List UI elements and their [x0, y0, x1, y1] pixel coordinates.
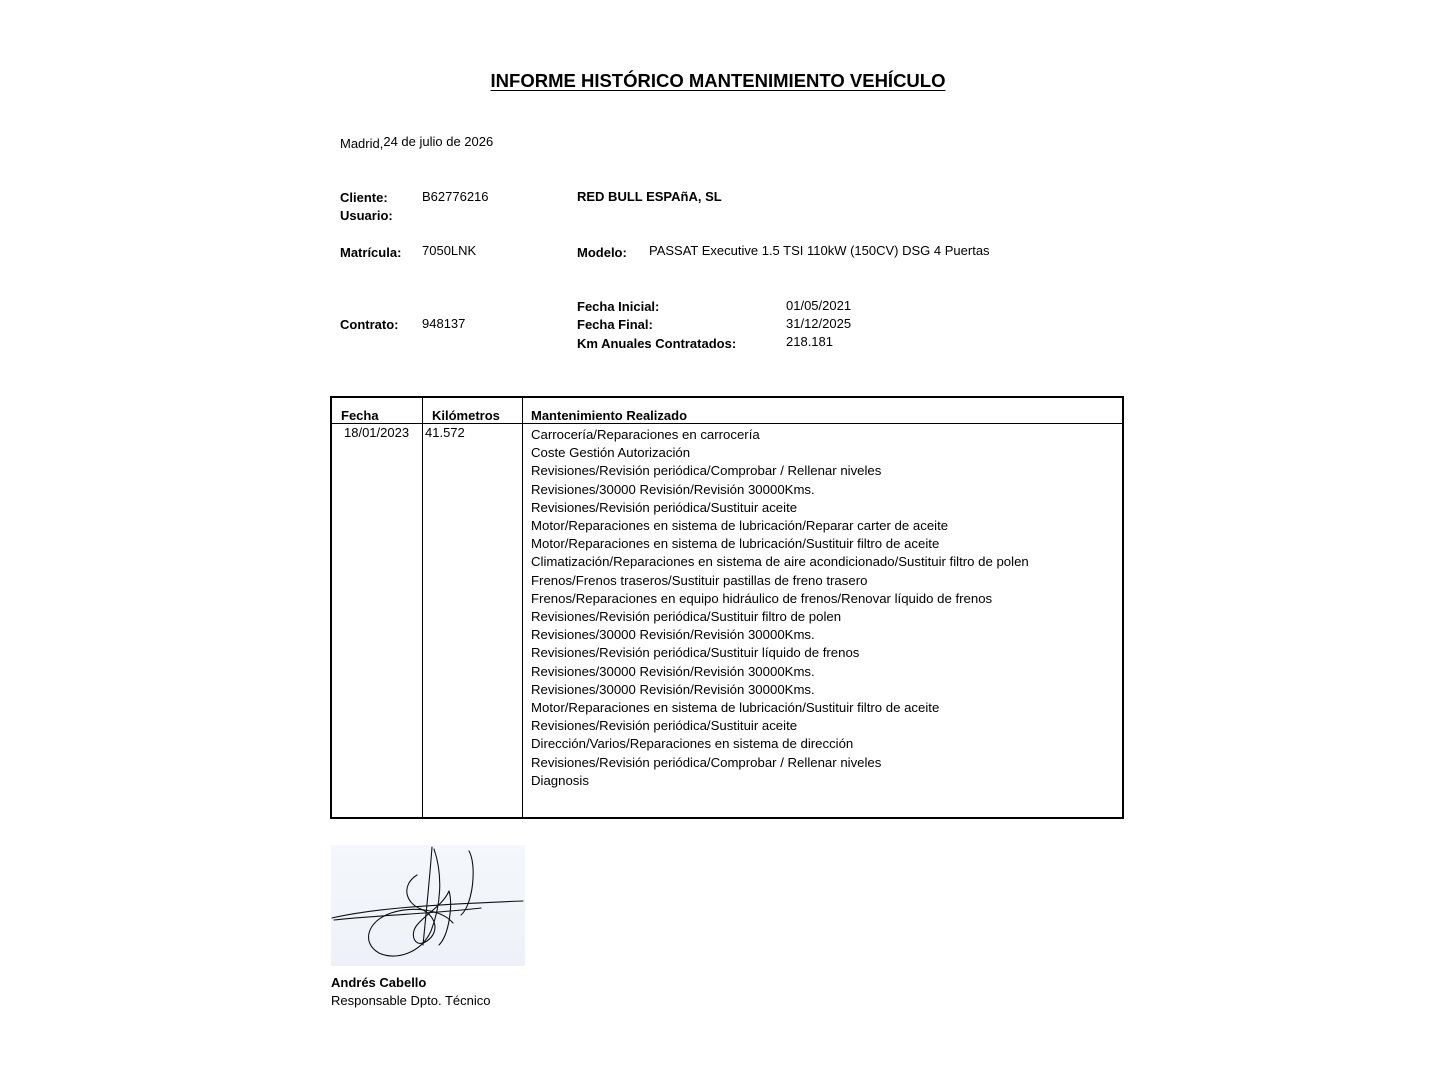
column-header-fecha: Fecha	[341, 408, 379, 423]
maintenance-item: Revisiones/30000 Revisión/Revisión 30000Kms.	[531, 663, 815, 679]
maintenance-item: Revisiones/Revisión periódica/Sustituir aceite	[531, 499, 798, 515]
maintenance-item: Revisiones/30000 Revisión/Revisión 30000Kms.	[531, 681, 815, 697]
row-kilometros: 41.572	[425, 425, 465, 440]
modelo-label: Modelo:	[577, 245, 627, 260]
table-header-divider	[332, 423, 1122, 424]
maintenance-item: Coste Gestión Autorización	[531, 445, 691, 461]
km-anuales-value: 218.181	[786, 334, 833, 349]
fecha-inicial-value: 01/05/2021	[786, 298, 852, 313]
maintenance-item: Revisiones/Revisión periódica/Comprobar / Rellenar niveles	[531, 754, 882, 770]
column-header-mantenimiento: Mantenimiento Realizado	[531, 408, 688, 423]
contrato-label: Contrato:	[340, 317, 399, 332]
maintenance-item: Frenos/Frenos traseros/Sustituir pastillas de freno trasero	[531, 572, 868, 588]
maintenance-item: Revisiones/30000 Revisión/Revisión 30000Kms.	[531, 481, 815, 497]
maintenance-item: Revisiones/Revisión periódica/Sustituir aceite	[531, 718, 798, 734]
matricula-value: 7050LNK	[422, 243, 477, 258]
maintenance-item: Carrocería/Reparaciones en carrocería	[531, 427, 760, 442]
signature-scribble	[331, 845, 525, 966]
report-date: 24 de julio de 2026	[383, 134, 494, 149]
column-divider-km	[522, 398, 523, 817]
fecha-final-value: 31/12/2025	[786, 316, 852, 331]
contrato-value: 948137	[422, 316, 466, 331]
cliente-label: Cliente:	[340, 190, 388, 205]
maintenance-item: Diagnosis	[531, 772, 589, 788]
maintenance-item: Motor/Reparaciones en sistema de lubricación/Sustituir filtro de aceite	[531, 700, 940, 716]
signer-role: Responsable Dpto. Técnico	[331, 993, 491, 1008]
maintenance-item: Revisiones/30000 Revisión/Revisión 30000Kms.	[531, 627, 815, 643]
date-line	[340, 134, 493, 149]
maintenance-item: Motor/Reparaciones en sistema de lubricación/Reparar carter de aceite	[531, 518, 949, 534]
cliente-name: RED BULL ESPAñA, SL	[577, 189, 722, 204]
maintenance-table	[330, 396, 1124, 819]
column-header-kilometros: Kilómetros	[432, 408, 500, 423]
maintenance-item: Revisiones/Revisión periódica/Sustituir filtro de polen	[531, 609, 842, 625]
maintenance-item: Motor/Reparaciones en sistema de lubricación/Sustituir filtro de aceite	[531, 536, 940, 552]
modelo-value: PASSAT Executive 1.5 TSI 110kW (150CV) DSG 4 Puertas	[649, 243, 990, 258]
usuario-label: Usuario:	[340, 208, 393, 223]
column-divider-fecha	[422, 398, 423, 817]
maintenance-item: Climatización/Reparaciones en sistema de aire acondicionado/Sustituir filtro de polen	[531, 554, 1029, 570]
signature-image	[331, 845, 525, 966]
fecha-final-label: Fecha Final:	[577, 317, 653, 332]
page-title: INFORME HISTÓRICO MANTENIMIENTO VEHÍCULO	[490, 70, 946, 91]
row-fecha: 18/01/2023	[344, 425, 410, 440]
signer-name: Andrés Cabello	[331, 975, 427, 990]
km-anuales-label: Km Anuales Contratados:	[577, 336, 737, 351]
cliente-id: B62776216	[422, 189, 489, 204]
maintenance-items-list	[531, 426, 1031, 790]
matricula-label: Matrícula:	[340, 245, 402, 260]
fecha-inicial-label: Fecha Inicial:	[577, 299, 660, 314]
maintenance-item: Frenos/Reparaciones en equipo hidráulico de frenos/Renovar líquido de frenos	[531, 590, 993, 606]
maintenance-item: Revisiones/Revisión periódica/Comprobar / Rellenar niveles	[531, 463, 882, 479]
maintenance-item: Revisiones/Revisión periódica/Sustituir líquido de frenos	[531, 645, 860, 661]
city: Madrid,	[340, 136, 384, 151]
maintenance-item: Dirección/Varios/Reparaciones en sistema de dirección	[531, 736, 854, 752]
